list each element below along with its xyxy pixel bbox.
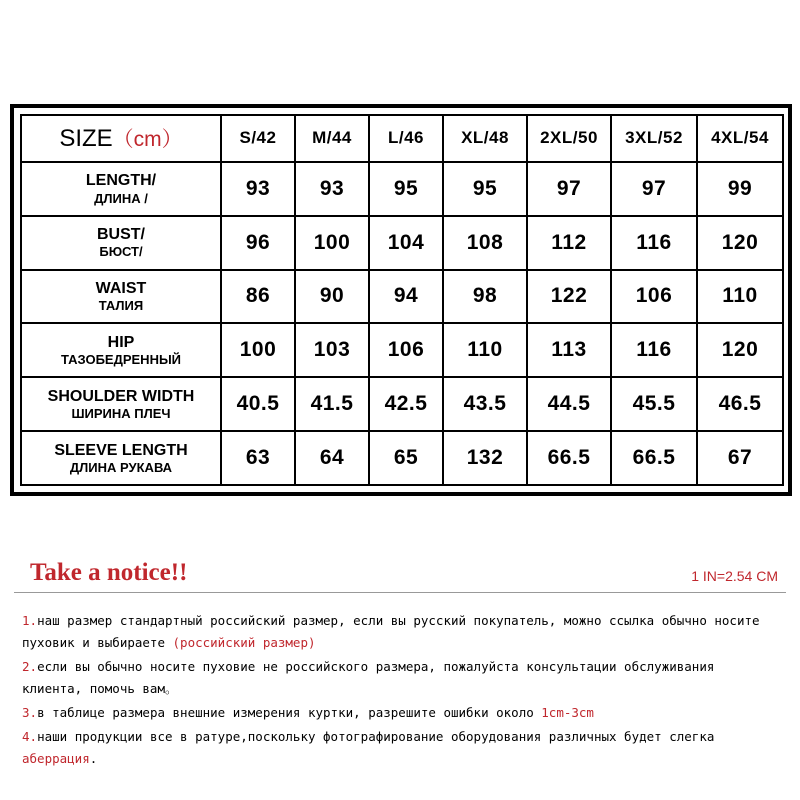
size-chart-frame: [10, 104, 792, 496]
table-cell: 110: [697, 270, 783, 324]
row-label-cell: [21, 377, 221, 431]
table-row: [21, 431, 783, 485]
table-cell: 65: [369, 431, 443, 485]
table-cell: 98: [443, 270, 527, 324]
unit-label: （cm）: [112, 128, 183, 152]
table-cell: 108: [443, 216, 527, 270]
row-label-en: HIP: [107, 333, 135, 351]
size-chart-table: [20, 114, 784, 486]
table-cell: 44.5: [527, 377, 611, 431]
unit-conversion: 1 IN=2.54 CM: [691, 568, 778, 584]
column-header: 3XL/52: [611, 115, 697, 162]
table-cell: 120: [697, 216, 783, 270]
table-cell: 63: [221, 431, 295, 485]
row-label-ru: ТАЛИЯ: [98, 298, 144, 314]
table-cell: 41.5: [295, 377, 369, 431]
table-cell: 106: [369, 323, 443, 377]
notice-item: 4.наши продукции все в ратуре,поскольку фотографирование оборудования различных будет слегка аберрация.: [22, 729, 715, 766]
notice-list: [22, 610, 782, 772]
table-row: [21, 162, 783, 216]
table-cell: 42.5: [369, 377, 443, 431]
table-cell: 66.5: [527, 431, 611, 485]
table-cell: 104: [369, 216, 443, 270]
row-label-ru: ДЛИНА РУКАВА: [69, 459, 173, 475]
table-cell: 116: [611, 323, 697, 377]
row-label-ru: БЮСТ/: [99, 244, 143, 260]
row-label-cell: [21, 162, 221, 216]
row-label-ru: ДЛИНА /: [94, 190, 148, 206]
table-cell: 120: [697, 323, 783, 377]
row-label-cell: [21, 431, 221, 485]
row-label-en: WAIST: [95, 280, 147, 298]
table-cell: 86: [221, 270, 295, 324]
table-cell: 100: [221, 323, 295, 377]
column-header: L/46: [369, 115, 443, 162]
table-row: [21, 270, 783, 324]
notice-title: Take a notice!!: [30, 559, 188, 586]
table-cell: 90: [295, 270, 369, 324]
table-cell: 94: [369, 270, 443, 324]
row-label-en: SHOULDER WIDTH: [47, 387, 195, 405]
size-header-cell: [21, 115, 221, 162]
notice-item: 3.в таблице размера внешние измерения куртки, разрешите ошибки около 1cm-3cm: [22, 705, 594, 720]
table-cell: 110: [443, 323, 527, 377]
table-cell: 112: [527, 216, 611, 270]
table-cell: 103: [295, 323, 369, 377]
row-label-cell: [21, 270, 221, 324]
table-cell: 106: [611, 270, 697, 324]
table-cell: 64: [295, 431, 369, 485]
notice-item: 1.наш размер стандартный российский размер, если вы русский покупатель, можно ссылка обычно носите пуховик и выбираете (российский размер): [22, 613, 760, 650]
column-header: S/42: [221, 115, 295, 162]
column-header: M/44: [295, 115, 369, 162]
row-label-cell: [21, 216, 221, 270]
column-header: XL/48: [443, 115, 527, 162]
table-cell: 67: [697, 431, 783, 485]
table-cell: 66.5: [611, 431, 697, 485]
table-cell: 116: [611, 216, 697, 270]
table-cell: 93: [221, 162, 295, 216]
table-cell: 97: [611, 162, 697, 216]
column-header: 2XL/50: [527, 115, 611, 162]
table-header-row: [21, 115, 783, 162]
notice-item: 2.если вы обычно носите пуховие не российского размера, пожалуйста консультации обслуживания клиента, помочь вам。: [22, 659, 715, 696]
divider: [14, 592, 786, 593]
table-cell: 97: [527, 162, 611, 216]
row-label-en: BUST/: [97, 226, 145, 244]
row-label-ru: ШИРИНА ПЛЕЧ: [71, 406, 171, 421]
table-cell: 93: [295, 162, 369, 216]
table-cell: 99: [697, 162, 783, 216]
table-cell: 40.5: [221, 377, 295, 431]
table-cell: 132: [443, 431, 527, 485]
table-cell: 122: [527, 270, 611, 324]
table-cell: 96: [221, 216, 295, 270]
table-cell: 113: [527, 323, 611, 377]
table-row: [21, 323, 783, 377]
row-label-cell: [21, 323, 221, 377]
table-cell: 43.5: [443, 377, 527, 431]
row-label-en: LENGTH/: [85, 172, 157, 190]
table-row: [21, 377, 783, 431]
row-label-en: SLEEVE LENGTH: [54, 441, 188, 459]
row-label-ru: ТАЗОБЕДРЕННЫЙ: [60, 352, 182, 368]
size-label: SIZE: [59, 125, 113, 153]
column-header: 4XL/54: [697, 115, 783, 162]
table-row: [21, 216, 783, 270]
table-cell: 95: [443, 162, 527, 216]
table-cell: 100: [295, 216, 369, 270]
table-cell: 45.5: [611, 377, 697, 431]
table-cell: 95: [369, 162, 443, 216]
table-cell: 46.5: [697, 377, 783, 431]
